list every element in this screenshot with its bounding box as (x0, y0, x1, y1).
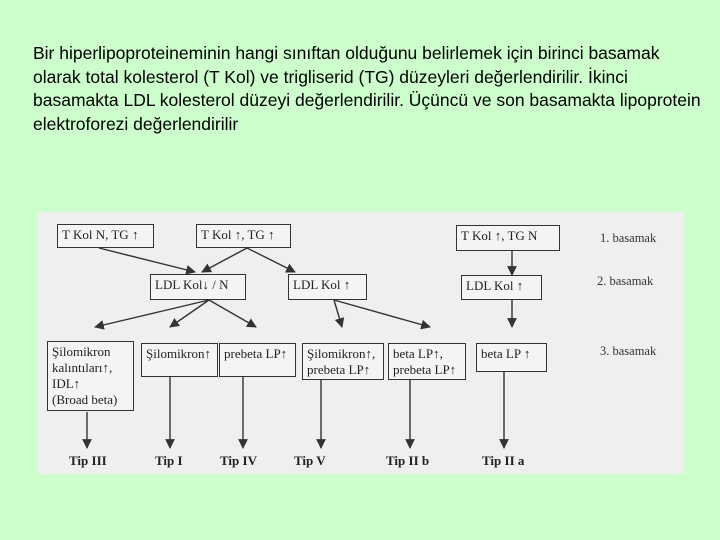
step3-box-chylomicron-prebeta (302, 343, 384, 380)
step3-line: Şilomikron↑, (307, 346, 376, 361)
type-label-iia: Tip II a (482, 453, 525, 468)
level-label-step2: 2. basamak (597, 274, 654, 288)
step1-box-tkol-normal-tg-high: T Kol N, TG ↑ (57, 224, 154, 248)
type-label-v: Tip V (294, 453, 326, 468)
type-label-i: Tip I (155, 453, 183, 468)
arrow-s1b-s2b (247, 248, 295, 272)
hyperlipoproteinemia-flowchart (37, 212, 684, 474)
level-label-step3: 3. basamak (600, 344, 657, 358)
step3-line: IDL↑ (52, 376, 81, 391)
step3-line: prebeta LP↑ (307, 362, 371, 377)
step3-line: kalıntıları↑, (52, 360, 113, 375)
step2-box-ldl-high-2: LDL Kol ↑ (461, 275, 542, 300)
type-label-iii: Tip III (69, 453, 107, 468)
arrow-s2a-s3a (95, 300, 209, 327)
step3-line: Şilomikron (52, 344, 111, 359)
step2-box-ldl-low-normal: LDL Kol↓ / N (150, 274, 246, 300)
intro-paragraph: Bir hiperlipoproteineminin hangi sınıftan olduğunu belirlemek için birinci basamak olarak total kolesterol (T Kol) ve trigliserid (TG) düzeyleri değerlendirilir. İkinci basamakta LDL kolesterol düzeyi değerlendirilir. Üçüncü ve son basamakta lipoprotein elektroforezi değerlendirilir (33, 43, 701, 134)
step3-box-chylomicron: Şilomikron↑ (141, 343, 218, 377)
step1-box-tkol-high-tg-normal: T Kol ↑, TG N (456, 225, 560, 251)
arrow-s2a-s3c (209, 300, 256, 327)
step3-line: prebeta LP↑ (393, 362, 457, 377)
arrow-s1a-s2a (99, 248, 195, 272)
step3-line: (Broad beta) (52, 392, 118, 407)
level-label-step1: 1. basamak (600, 231, 657, 245)
step3-box-beta-prebeta (388, 343, 466, 380)
type-label-iv: Tip IV (220, 453, 257, 468)
arrow-s2b-s3d (334, 300, 342, 327)
arrow-s2b-s3e (334, 300, 430, 327)
step3-line: beta LP↑, (393, 346, 443, 361)
step2-box-ldl-high-1: LDL Kol ↑ (288, 274, 367, 300)
step3-box-beta-lp: beta LP ↑ (476, 343, 547, 372)
step1-box-tkol-high-tg-high: T Kol ↑, TG ↑ (196, 224, 291, 248)
arrow-s1b-s2a (202, 248, 247, 272)
step3-box-chylomicron-remnants (47, 341, 134, 411)
type-label-iib: Tip II b (386, 453, 430, 468)
step3-box-prebeta-lp: prebeta LP↑ (219, 343, 296, 377)
